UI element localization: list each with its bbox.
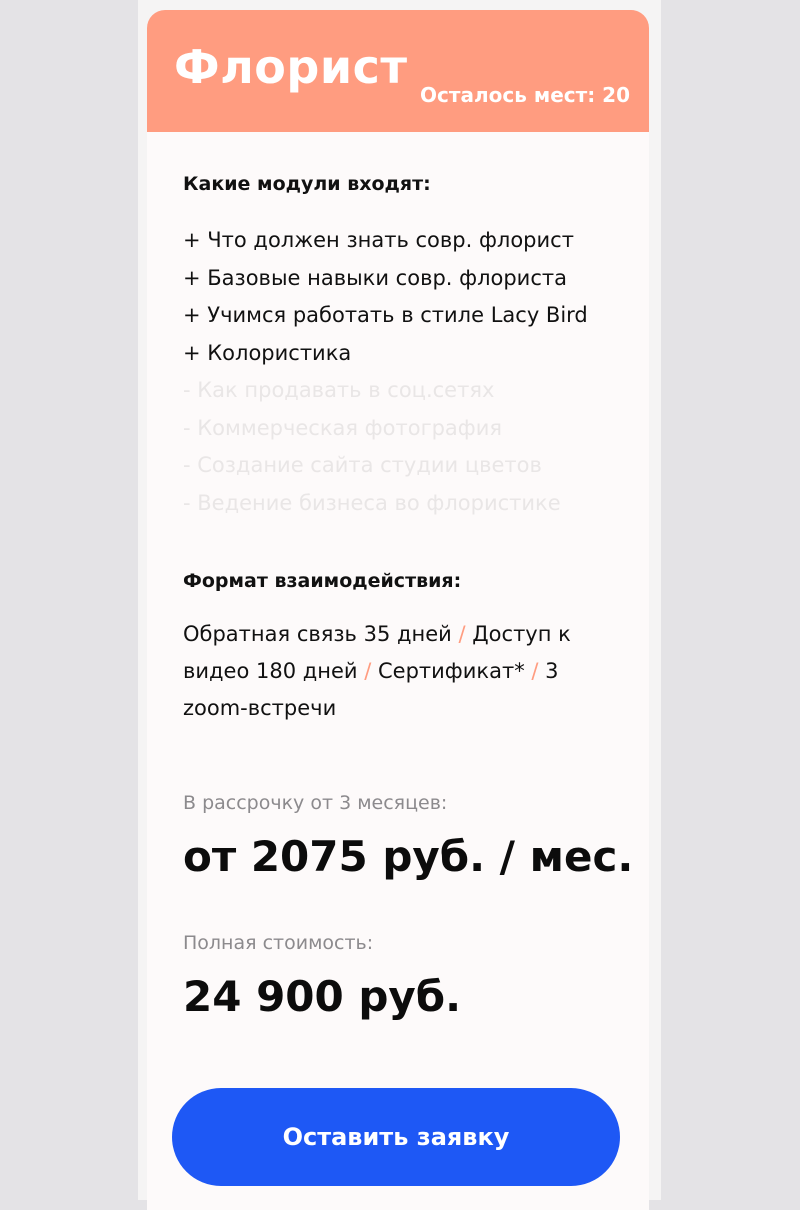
module-excluded: - Ведение бизнеса во флористике (183, 490, 561, 515)
course-title: Флорист (174, 40, 408, 94)
module-included: + Учимся работать в стиле Lacy Bird (183, 303, 588, 327)
format-separator: / (364, 659, 372, 683)
module-included: + Базовые навыки совр. флориста (183, 265, 567, 290)
module-excluded: - Коммерческая фотография (183, 415, 503, 440)
format-heading: Формат взаимодействия: (183, 570, 462, 592)
submit-application-button[interactable]: Оставить заявку (172, 1088, 620, 1186)
module-excluded: - Как продавать в соц.сетях (183, 378, 495, 402)
modules-heading: Какие модули входят: (183, 173, 431, 195)
full-price: 24 900 руб. (183, 972, 462, 1021)
format-description (183, 616, 603, 727)
card-header (147, 10, 649, 132)
course-card (147, 10, 649, 1210)
installment-price: от 2075 руб. / мес. (183, 832, 634, 881)
module-excluded: - Создание сайта студии цветов (183, 453, 542, 477)
full-price-label: Полная стоимость: (183, 932, 374, 954)
format-item: Сертификат* (378, 659, 525, 683)
format-item: 3 zoom-встречи (183, 659, 559, 720)
seats-left-badge: Осталось мест: 20 (420, 83, 630, 107)
format-item: Доступ к видео 180 дней (183, 622, 571, 683)
modules-list (183, 222, 588, 522)
format-separator: / (458, 622, 466, 646)
module-included: + Колористика (183, 340, 352, 365)
installment-label: В рассрочку от 3 месяцев: (183, 792, 448, 814)
module-included: + Что должен знать совр. флорист (183, 228, 574, 252)
format-separator: / (531, 659, 539, 683)
format-item: Обратная связь 35 дней (183, 622, 452, 646)
